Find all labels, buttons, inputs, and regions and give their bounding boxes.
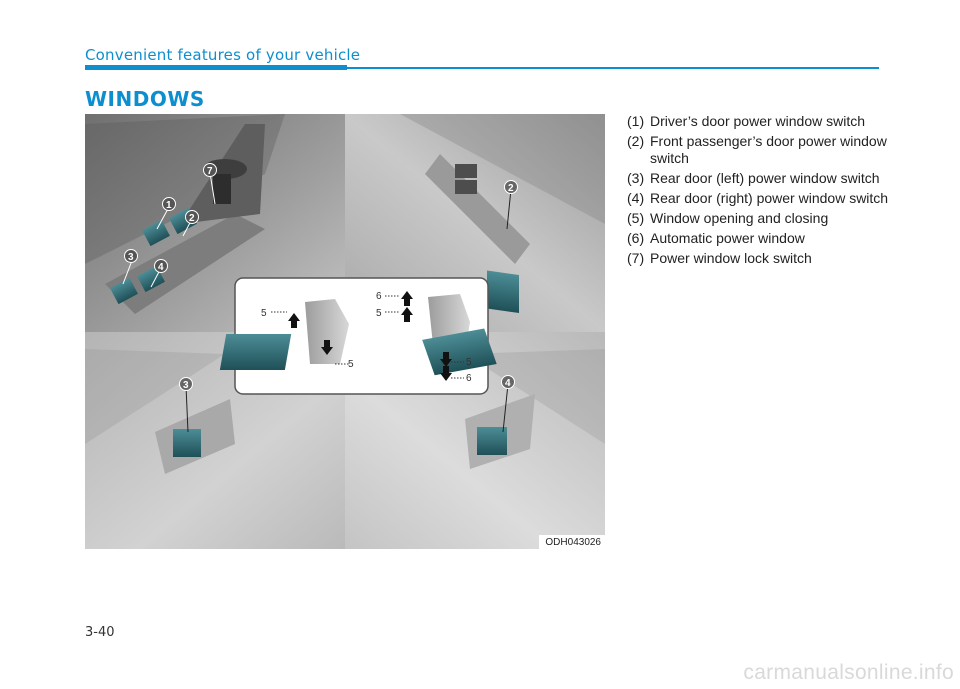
legend-number: (4)	[627, 190, 645, 206]
legend-text: Window opening and closing	[650, 210, 829, 226]
legend-number: (2)	[627, 133, 645, 149]
inset-label-6-right-up: 6	[376, 291, 382, 302]
inset-auto-label: AUTO	[400, 351, 421, 364]
legend-number: (6)	[627, 230, 645, 246]
marker-3-rear-label: 3	[183, 380, 189, 391]
figure-illustration	[85, 114, 605, 549]
legend-item	[627, 113, 927, 130]
legend-item	[627, 133, 927, 167]
watermark[interactable]: carmanualsonline.info	[743, 661, 954, 684]
legend-text: Automatic power window	[650, 230, 805, 246]
legend-item	[627, 230, 927, 247]
switch-operation-inset	[220, 278, 497, 394]
marker-4-driver-label: 4	[158, 262, 164, 273]
marker-4-rear-label: 4	[505, 378, 511, 389]
legend-number: (7)	[627, 250, 645, 266]
inset-label-5-right-up: 5	[376, 308, 382, 319]
inset-label-5-left-up: 5	[261, 308, 267, 319]
inset-label-5-right-down: 5	[466, 357, 472, 368]
legend-text: Rear door (left) power window switch	[650, 170, 880, 186]
figure-code: ODH043026	[539, 535, 605, 549]
legend-item	[627, 190, 927, 207]
header-rule-thin	[347, 67, 879, 69]
marker-2-passenger-label: 2	[508, 183, 514, 194]
legend-item	[627, 210, 927, 227]
page-number: 3-40	[85, 625, 115, 640]
inset-label-5-left-down: 5	[348, 359, 354, 370]
inset-label-6-right-down: 6	[466, 373, 472, 384]
marker-7-label: 7	[207, 166, 213, 177]
chapter-header: Convenient features of your vehicle	[85, 46, 361, 64]
legend-number: (1)	[627, 113, 645, 129]
marker-3-driver-label: 3	[128, 252, 134, 263]
legend-text: Power window lock switch	[650, 250, 812, 266]
legend-item	[627, 170, 927, 187]
legend-text: Front passenger’s door power window switch	[650, 133, 887, 166]
legend-text: Rear door (right) power window switch	[650, 190, 889, 206]
figure-legend	[627, 113, 927, 270]
section-title: WINDOWS	[85, 87, 205, 111]
header-rule-thick	[85, 65, 347, 70]
window-switch-figure	[85, 114, 605, 549]
legend-text: Driver’s door power window switch	[650, 113, 866, 129]
marker-2-driver-label: 2	[189, 213, 195, 224]
marker-1-label: 1	[166, 200, 172, 211]
legend-item	[627, 250, 927, 267]
legend-number: (5)	[627, 210, 645, 226]
legend-number: (3)	[627, 170, 645, 186]
